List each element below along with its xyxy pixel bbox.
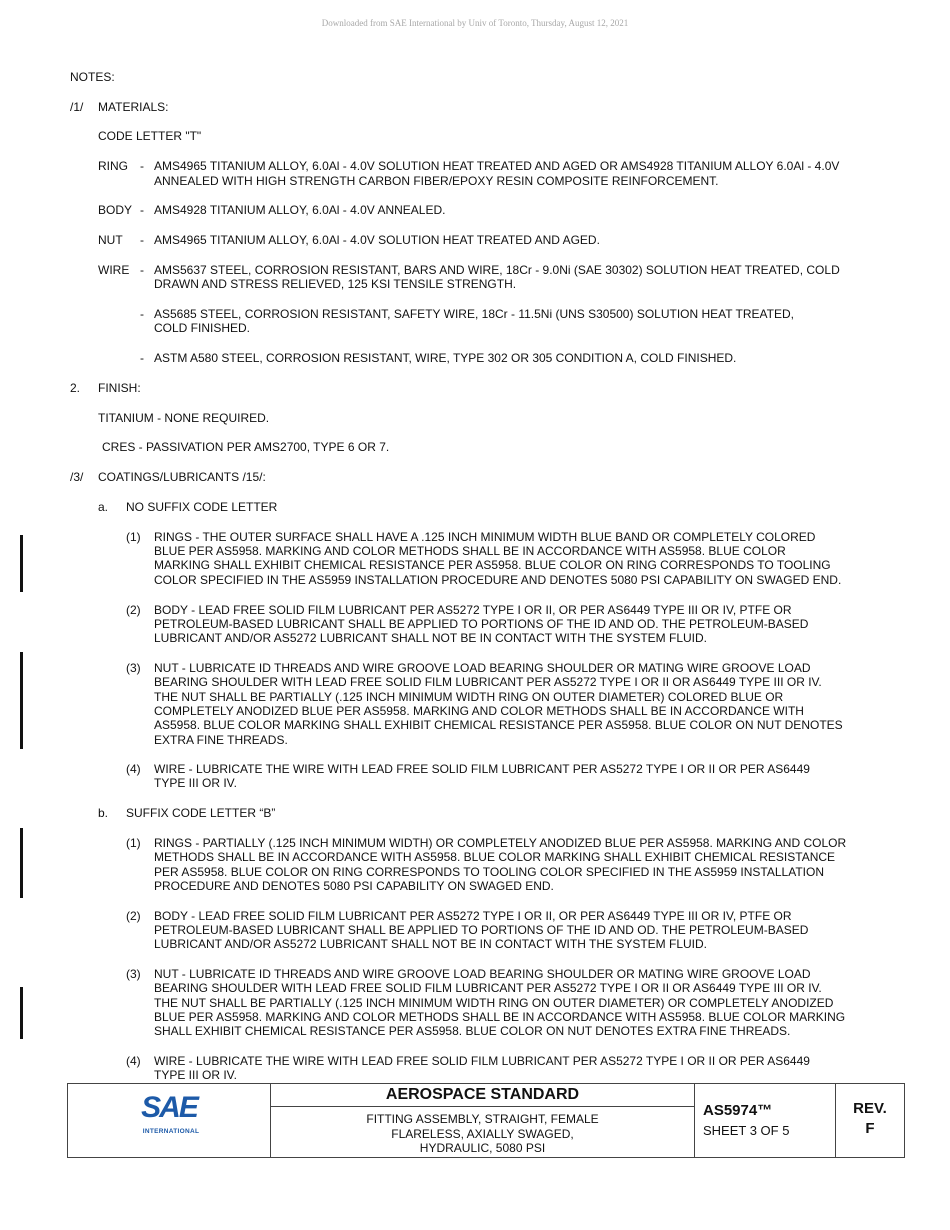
text-line: RINGS - THE OUTER SURFACE SHALL HAVE A .125 INCH MINIMUM WIDTH BLUE BAND OR COMPLETELY COLORED (154, 530, 816, 544)
item-marker: (4) (126, 1054, 141, 1068)
material-label: RING (98, 159, 128, 173)
logo-mark: SAE (141, 1091, 197, 1124)
revision-cell (836, 1084, 904, 1157)
description (271, 1112, 694, 1156)
text-line: BEARING SHOULDER WITH LEAD FREE SOLID FILM LUBRICANT PER AS5272 TYPE I OR II OR AS6449 TYPE III OR IV. (154, 981, 822, 995)
text-line: WIRE - LUBRICATE THE WIRE WITH LEAD FREE SOLID FILM LUBRICANT PER AS5272 TYPE I OR II OR PER AS6449 (154, 1054, 810, 1068)
section-heading: FINISH: (98, 381, 141, 395)
text-line: WIRE - LUBRICATE THE WIRE WITH LEAD FREE SOLID FILM LUBRICANT PER AS5272 TYPE I OR II OR PER AS6449 (154, 762, 810, 776)
note-marker: /3/ (70, 470, 84, 484)
text-line: THE NUT SHALL BE PARTIALLY (.125 INCH MINIMUM WIDTH RING ON OUTER DIAMETER) OR COMPLETELY ANODIZED (154, 996, 834, 1010)
text-line: NUT - LUBRICATE ID THREADS AND WIRE GROOVE LOAD BEARING SHOULDER OR MATING WIRE GROOVE LOAD (154, 661, 811, 675)
text-line: AMS4965 TITANIUM ALLOY, 6.0Al - 4.0V SOLUTION HEAT TREATED AND AGED. (154, 233, 600, 247)
dash: - (140, 307, 144, 321)
change-bar (20, 652, 23, 749)
dash: - (140, 263, 144, 277)
rev-value: F (865, 1120, 875, 1137)
sub-heading: NO SUFFIX CODE LETTER (126, 500, 278, 514)
text-line: BODY - LEAD FREE SOLID FILM LUBRICANT PER AS5272 TYPE I OR II, OR PER AS6449 TYPE III OR IV, PTFE OR (154, 909, 792, 923)
text-line: EXTRA FINE THREADS. (154, 733, 288, 747)
sae-logo (68, 1084, 270, 1157)
text-line: COLD FINISHED. (154, 321, 251, 335)
text-line: MARKING SHALL EXHIBIT CHEMICAL RESISTANCE PER AS5958. BLUE COLOR ON RING CORRESPONDS TO TOOLING (154, 558, 831, 572)
divider (271, 1106, 694, 1107)
item-marker: (1) (126, 836, 141, 850)
code-letter: CODE LETTER "T" (98, 129, 202, 143)
text-line: COLOR SPECIFIED IN THE AS5959 INSTALLATION PROCEDURE AND DENOTES 5080 PSI CAPABILITY ON SWAGED END. (154, 573, 842, 587)
description-line: FITTING ASSEMBLY, STRAIGHT, FEMALE (366, 1112, 599, 1126)
title-cell (271, 1084, 694, 1157)
section-heading: COATINGS/LUBRICANTS /15/: (98, 470, 266, 484)
text-line: TYPE III OR IV. (154, 776, 237, 790)
text-line: CRES - PASSIVATION PER AMS2700, TYPE 6 OR 7. (102, 440, 390, 454)
change-bar (20, 828, 23, 898)
note-marker: 2. (70, 381, 81, 395)
notes-title: NOTES: (70, 70, 115, 84)
text-line: AMS5637 STEEL, CORROSION RESISTANT, BARS AND WIRE, 18Cr - 9.0Ni (SAE 30302) SOLUTION HEAT TREATED, COLD (154, 263, 840, 277)
text-line: PETROLEUM-BASED LUBRICANT SHALL BE APPLIED TO PORTIONS OF THE ID AND OD. THE PETROLEUM-BASED (154, 617, 809, 631)
text-line: METHODS SHALL BE IN ACCORDANCE WITH AS5958. BLUE COLOR MARKING SHALL EXHIBIT CHEMICAL RESISTANCE (154, 850, 836, 864)
text-line: PER AS5958. BLUE COLOR ON RING CORRESPONDS TO TOOLING COLOR SPECIFIED IN THE AS5959 INSTALLATION (154, 865, 824, 879)
dash: - (140, 159, 144, 173)
text-line: AMS4965 TITANIUM ALLOY, 6.0Al - 4.0V SOLUTION HEAT TREATED AND AGED OR AMS4928 TITANIUM ALLOY 6.0Al - 4.0V (154, 159, 840, 173)
section-heading: MATERIALS: (98, 100, 169, 114)
sheet-number: SHEET 3 OF 5 (703, 1123, 790, 1138)
text-line: ANNEALED WITH HIGH STRENGTH CARBON FIBER/EPOXY RESIN COMPOSITE REINFORCEMENT. (154, 174, 719, 188)
sub-marker: a. (98, 500, 109, 514)
item-marker: (3) (126, 661, 141, 675)
text-line: DRAWN AND STRESS RELIEVED, 125 KSI TENSILE STRENGTH. (154, 277, 517, 291)
logo-subtext: INTERNATIONAL (142, 1128, 200, 1135)
text-line: TYPE III OR IV. (154, 1068, 237, 1082)
dash: - (140, 351, 144, 365)
sub-marker: b. (98, 806, 109, 820)
text-line: ASTM A580 STEEL, CORROSION RESISTANT, WIRE, TYPE 302 OR 305 CONDITION A, COLD FINISHED. (154, 351, 737, 365)
material-label: WIRE (98, 263, 130, 277)
text-line: BLUE PER AS5958. MARKING AND COLOR METHODS SHALL BE IN ACCORDANCE WITH AS5958. BLUE COLOR (154, 544, 786, 558)
change-bar (20, 535, 23, 592)
standard-title: AEROSPACE STANDARD (385, 1086, 580, 1103)
text-line: PETROLEUM-BASED LUBRICANT SHALL BE APPLIED TO PORTIONS OF THE ID AND OD. THE PETROLEUM-BASED (154, 923, 809, 937)
doc-number: AS5974™ (703, 1102, 773, 1119)
text-line: LUBRICANT AND/OR AS5272 LUBRICANT SHALL NOT BE IN CONTACT WITH THE SYSTEM FLUID. (154, 937, 708, 951)
item-marker: (3) (126, 967, 141, 981)
item-marker: (1) (126, 530, 141, 544)
material-label: BODY (98, 203, 133, 217)
description-line: HYDRAULIC, 5080 PSI (419, 1141, 546, 1155)
text-line: AMS4928 TITANIUM ALLOY, 6.0Al - 4.0V ANNEALED. (154, 203, 446, 217)
item-marker: (4) (126, 762, 141, 776)
change-bar (20, 987, 23, 1039)
text-line: BLUE PER AS5958. MARKING AND COLOR METHODS SHALL BE IN ACCORDANCE WITH AS5958. BLUE COLOR MARKING (154, 1010, 846, 1024)
text-line: AS5685 STEEL, CORROSION RESISTANT, SAFETY WIRE, 18Cr - 11.5Ni (UNS S30500) SOLUTION HEAT TREATED, (154, 307, 794, 321)
text-line: NUT - LUBRICATE ID THREADS AND WIRE GROOVE LOAD BEARING SHOULDER OR MATING WIRE GROOVE LOAD (154, 967, 811, 981)
text-line: BEARING SHOULDER WITH LEAD FREE SOLID FILM LUBRICANT PER AS5272 TYPE I OR II OR AS6449 TYPE III OR IV. (154, 675, 822, 689)
download-note: Downloaded from SAE International by Univ of Toronto, Thursday, August 12, 2021 (321, 18, 629, 28)
material-label: NUT (98, 233, 123, 247)
text-line: RINGS - PARTIALLY (.125 INCH MINIMUM WIDTH) OR COMPLETELY ANODIZED BLUE PER AS5958. MARKING AND COLOR (154, 836, 847, 850)
item-marker: (2) (126, 909, 141, 923)
note-marker: /1/ (70, 100, 84, 114)
rev-label: REV. (853, 1100, 887, 1117)
sub-heading: SUFFIX CODE LETTER “B” (126, 806, 276, 820)
item-marker: (2) (126, 603, 141, 617)
description-line: FLARELESS, AXIALLY SWAGED, (391, 1126, 574, 1141)
text-line: THE NUT SHALL BE PARTIALLY (.125 INCH MINIMUM WIDTH RING ON OUTER DIAMETER) COLORED BLUE OR (154, 690, 784, 704)
text-line: SHALL EXHIBIT CHEMICAL RESISTANCE PER AS5958. BLUE COLOR ON NUT DENOTES EXTRA FINE THREADS. (154, 1024, 791, 1038)
text-line: TITANIUM - NONE REQUIRED. (98, 411, 270, 425)
doc-number-cell (695, 1084, 835, 1157)
text-line: COMPLETELY ANODIZED BLUE PER AS5958. MARKING AND COLOR METHODS SHALL BE IN ACCORDANCE WITH (154, 704, 804, 718)
dash: - (140, 233, 144, 247)
title-block (67, 1083, 905, 1158)
text-line: BODY - LEAD FREE SOLID FILM LUBRICANT PER AS5272 TYPE I OR II, OR PER AS6449 TYPE III OR IV, PTFE OR (154, 603, 792, 617)
text-line: PROCEDURE AND DENOTES 5080 PSI CAPABILITY ON SWAGED END. (154, 879, 554, 893)
text-line: LUBRICANT AND/OR AS5272 LUBRICANT SHALL NOT BE IN CONTACT WITH THE SYSTEM FLUID. (154, 631, 708, 645)
text-line: AS5958. BLUE COLOR MARKING SHALL EXHIBIT CHEMICAL RESISTANCE PER AS5958. BLUE COLOR ON NUT DENOTES (154, 718, 843, 732)
dash: - (140, 203, 144, 217)
